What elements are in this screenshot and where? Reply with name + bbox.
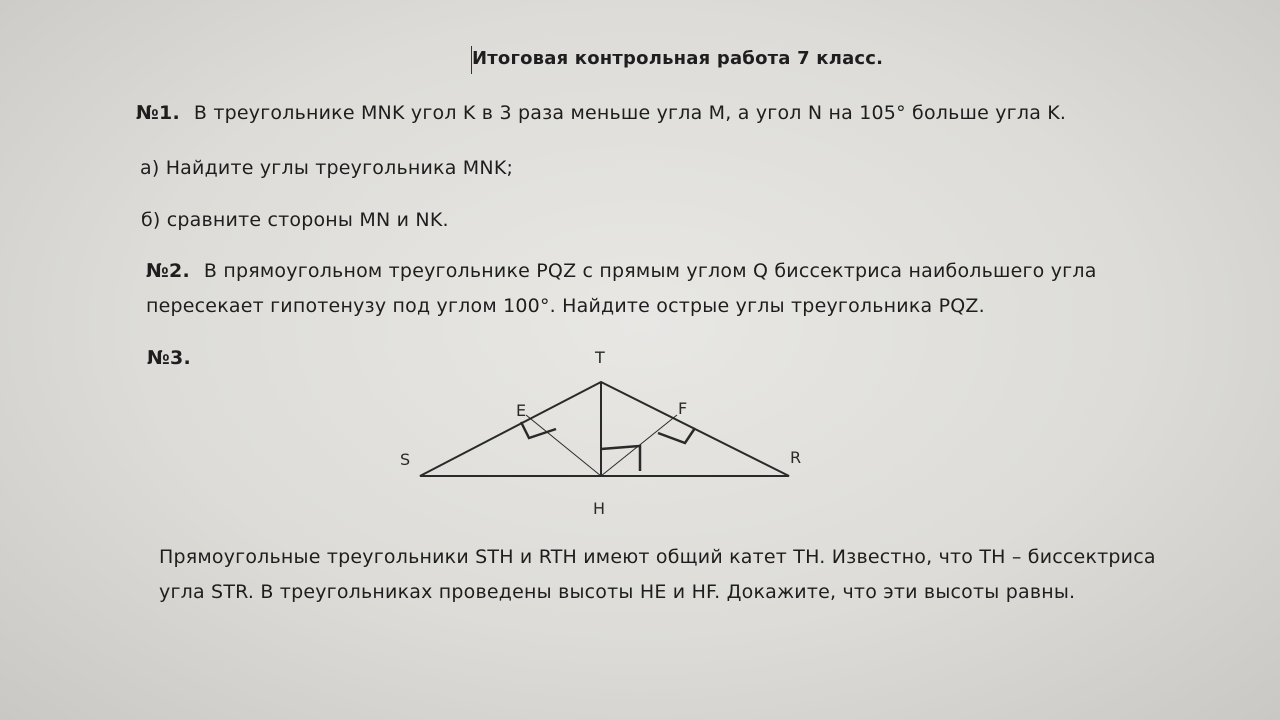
task1-statement [136, 102, 1066, 124]
vertex-label-r: R [790, 448, 802, 467]
task2-text-line1: В прямоугольном треугольнике PQZ с прямым углом Q биссектриса наибольшего угла [203, 260, 1097, 282]
triangle-str [420, 382, 789, 476]
task1-text: В треугольнике MNK угол K в 3 раза меньше угла M, а угол N на 105° больше угла K. [193, 102, 1067, 124]
page-title: Итоговая контрольная работа 7 класс. [472, 48, 884, 69]
right-angle-mark-f [658, 428, 695, 443]
task2-statement-line1 [146, 260, 1097, 282]
task1-part-a: а) Найдите углы треугольника MNK; [140, 157, 514, 179]
vertex-label-s: S [400, 450, 411, 469]
vertex-label-t: T [595, 348, 605, 367]
task3-number [147, 347, 205, 369]
task1-part-b: б) сравните стороны MN и NK. [141, 209, 449, 231]
task3-text-line2: угла STR. В треугольниках проведены высоты HE и HF. Докажите, что эти высоты равны. [159, 581, 1076, 603]
vertex-label-f: F [678, 399, 688, 418]
task1-number: №1. [136, 102, 180, 124]
task3-text-line1: Прямоугольные треугольники STH и RTH имеют общий катет TH. Известно, что TH – биссектриса [159, 546, 1156, 568]
vertex-label-e: E [516, 401, 527, 420]
task2-number: №2. [146, 260, 190, 282]
triangle-figure [380, 335, 820, 525]
task3-number-label: №3. [147, 347, 191, 369]
vertex-label-h: H [593, 499, 606, 518]
segment-he [526, 415, 601, 476]
task2-statement-line2: пересекает гипотенузу под углом 100°. Найдите острые углы треугольника PQZ. [146, 295, 985, 317]
